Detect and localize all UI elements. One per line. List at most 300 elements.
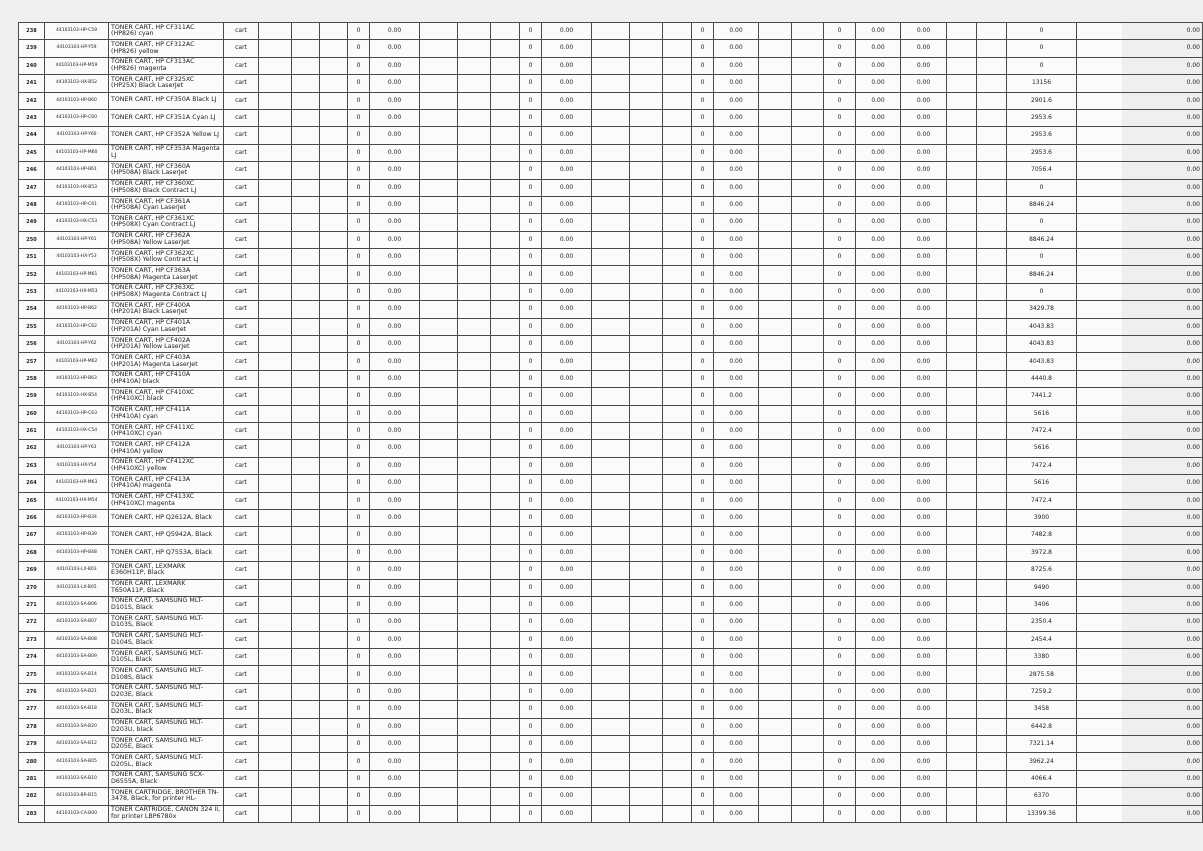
total-amount: 0.00: [1077, 144, 1203, 161]
qty-cell: 0: [520, 196, 542, 213]
empty-cell: [259, 788, 292, 805]
qty-cell: 0: [348, 596, 370, 613]
unit-price: 3972.8: [1007, 544, 1077, 561]
empty-cell: [759, 492, 792, 509]
amount-cell: 0.00: [370, 753, 420, 770]
empty-cell: [759, 40, 792, 57]
empty-cell: [458, 614, 491, 631]
empty-cell: [458, 336, 491, 353]
item-code: 44103103-HP-C61: [45, 196, 109, 213]
empty-cell: [292, 57, 320, 74]
table-row: [19, 214, 1203, 231]
empty-cell: [630, 196, 663, 213]
table-row: [19, 631, 1203, 648]
amount-cell: 0.00: [714, 162, 759, 179]
empty-cell: [292, 388, 320, 405]
empty-cell: [630, 23, 663, 40]
amount-cell: 0.00: [370, 614, 420, 631]
row-number: 243: [19, 109, 45, 126]
empty-cell: [420, 40, 458, 57]
empty-cell: [663, 683, 692, 700]
empty-cell: [259, 266, 292, 283]
empty-cell: [458, 562, 491, 579]
amount-cell: 0.00: [856, 596, 901, 613]
amount-cell: 0.00: [370, 196, 420, 213]
table-row: [19, 370, 1203, 387]
empty-cell: [292, 649, 320, 666]
empty-cell: [292, 544, 320, 561]
empty-cell: [630, 631, 663, 648]
amount-cell: 0.00: [901, 336, 947, 353]
empty-cell: [792, 127, 824, 144]
empty-cell: [977, 805, 1007, 822]
qty-cell: 0: [348, 127, 370, 144]
empty-cell: [947, 109, 977, 126]
empty-cell: [759, 57, 792, 74]
qty-cell: 0: [692, 683, 714, 700]
empty-cell: [458, 649, 491, 666]
empty-cell: [792, 370, 824, 387]
empty-cell: [259, 579, 292, 596]
qty-cell: 0: [348, 40, 370, 57]
qty-cell: 0: [824, 527, 856, 544]
empty-cell: [592, 40, 630, 57]
empty-cell: [420, 440, 458, 457]
empty-cell: [420, 196, 458, 213]
empty-cell: [977, 562, 1007, 579]
total-amount: 0.00: [1077, 422, 1203, 439]
qty-cell: 0: [692, 509, 714, 526]
qty-cell: 0: [520, 440, 542, 457]
amount-cell: 0.00: [370, 475, 420, 492]
total-amount: 0.00: [1077, 666, 1203, 683]
amount-cell: 0.00: [901, 370, 947, 387]
empty-cell: [292, 596, 320, 613]
item-description: TONER CART, HP CF350A Black LJ: [109, 92, 224, 109]
qty-cell: 0: [348, 301, 370, 318]
qty-cell: 0: [824, 179, 856, 196]
empty-cell: [630, 440, 663, 457]
amount-cell: 0.00: [714, 718, 759, 735]
unit-cell: cart: [224, 509, 259, 526]
item-description: TONER CART, HP CF360A (HP508A) Black LaserJet: [109, 162, 224, 179]
qty-cell: 0: [520, 701, 542, 718]
empty-cell: [458, 23, 491, 40]
empty-cell: [792, 457, 824, 474]
empty-cell: [259, 649, 292, 666]
amount-cell: 0.00: [856, 753, 901, 770]
empty-cell: [947, 57, 977, 74]
empty-cell: [458, 57, 491, 74]
amount-cell: 0.00: [714, 492, 759, 509]
empty-cell: [977, 23, 1007, 40]
empty-cell: [320, 301, 348, 318]
empty-cell: [420, 579, 458, 596]
amount-cell: 0.00: [714, 405, 759, 422]
amount-cell: 0.00: [714, 527, 759, 544]
empty-cell: [630, 231, 663, 248]
empty-cell: [977, 544, 1007, 561]
table-row: [19, 127, 1203, 144]
row-number: 276: [19, 683, 45, 700]
empty-cell: [630, 92, 663, 109]
empty-cell: [759, 336, 792, 353]
empty-cell: [491, 631, 520, 648]
empty-cell: [947, 579, 977, 596]
qty-cell: 0: [520, 301, 542, 318]
table-row: [19, 336, 1203, 353]
table-row: [19, 614, 1203, 631]
empty-cell: [491, 527, 520, 544]
amount-cell: 0.00: [714, 649, 759, 666]
empty-cell: [592, 596, 630, 613]
table-row: [19, 562, 1203, 579]
row-number: 265: [19, 492, 45, 509]
item-description: TONER CART, SAMSUNG MLT-D101S, Black: [109, 596, 224, 613]
total-amount: 0.00: [1077, 283, 1203, 300]
empty-cell: [292, 788, 320, 805]
empty-cell: [663, 162, 692, 179]
row-number: 266: [19, 509, 45, 526]
item-description: TONER CART, HP CF361A (HP508A) Cyan LaserJet: [109, 196, 224, 213]
empty-cell: [977, 666, 1007, 683]
empty-cell: [491, 701, 520, 718]
item-description: TONER CART, HP CF412A (HP410A) yellow: [109, 440, 224, 457]
empty-cell: [759, 631, 792, 648]
empty-cell: [663, 475, 692, 492]
empty-cell: [420, 527, 458, 544]
amount-cell: 0.00: [856, 249, 901, 266]
amount-cell: 0.00: [370, 388, 420, 405]
row-number: 254: [19, 301, 45, 318]
unit-cell: cart: [224, 214, 259, 231]
amount-cell: 0.00: [901, 509, 947, 526]
empty-cell: [759, 109, 792, 126]
empty-cell: [320, 457, 348, 474]
item-description: TONER CART, HP CF411XC (HP410XC) cyan: [109, 422, 224, 439]
amount-cell: 0.00: [542, 388, 592, 405]
amount-cell: 0.00: [856, 631, 901, 648]
table-row: [19, 770, 1203, 787]
qty-cell: 0: [520, 266, 542, 283]
qty-cell: 0: [348, 666, 370, 683]
amount-cell: 0.00: [856, 405, 901, 422]
empty-cell: [977, 336, 1007, 353]
item-code: 44103103-HP-B60: [45, 92, 109, 109]
empty-cell: [947, 683, 977, 700]
unit-price: 3458: [1007, 701, 1077, 718]
empty-cell: [420, 701, 458, 718]
empty-cell: [663, 631, 692, 648]
total-amount: 0.00: [1077, 127, 1203, 144]
qty-cell: 0: [692, 353, 714, 370]
amount-cell: 0.00: [542, 475, 592, 492]
amount-cell: 0.00: [901, 301, 947, 318]
amount-cell: 0.00: [542, 127, 592, 144]
empty-cell: [320, 109, 348, 126]
table-row: [19, 283, 1203, 300]
qty-cell: 0: [824, 23, 856, 40]
unit-cell: cart: [224, 492, 259, 509]
empty-cell: [630, 318, 663, 335]
empty-cell: [977, 109, 1007, 126]
empty-cell: [792, 509, 824, 526]
qty-cell: 0: [348, 388, 370, 405]
empty-cell: [630, 475, 663, 492]
empty-cell: [491, 666, 520, 683]
row-number: 264: [19, 475, 45, 492]
empty-cell: [458, 718, 491, 735]
empty-cell: [458, 92, 491, 109]
amount-cell: 0.00: [370, 579, 420, 596]
empty-cell: [491, 405, 520, 422]
amount-cell: 0.00: [714, 683, 759, 700]
total-amount: 0.00: [1077, 23, 1203, 40]
item-description: TONER CART, HP CF363XC (HP508X) Magenta Contract LJ: [109, 283, 224, 300]
amount-cell: 0.00: [542, 579, 592, 596]
amount-cell: 0.00: [856, 57, 901, 74]
qty-cell: 0: [824, 562, 856, 579]
empty-cell: [292, 179, 320, 196]
qty-cell: 0: [824, 318, 856, 335]
empty-cell: [759, 614, 792, 631]
amount-cell: 0.00: [856, 353, 901, 370]
amount-cell: 0.00: [714, 753, 759, 770]
item-code: 44103103-HP-B62: [45, 301, 109, 318]
item-description: TONER CART, HP CF413XC (HP410XC) magenta: [109, 492, 224, 509]
qty-cell: 0: [520, 422, 542, 439]
empty-cell: [759, 701, 792, 718]
empty-cell: [663, 40, 692, 57]
amount-cell: 0.00: [856, 214, 901, 231]
qty-cell: 0: [692, 318, 714, 335]
empty-cell: [630, 788, 663, 805]
qty-cell: 0: [348, 370, 370, 387]
item-description: TONER CART, SAMSUNG MLT-D203E, Black: [109, 683, 224, 700]
empty-cell: [458, 388, 491, 405]
empty-cell: [420, 666, 458, 683]
empty-cell: [592, 683, 630, 700]
qty-cell: 0: [520, 179, 542, 196]
row-number: 263: [19, 457, 45, 474]
empty-cell: [630, 701, 663, 718]
empty-cell: [792, 249, 824, 266]
empty-cell: [663, 805, 692, 822]
empty-cell: [458, 666, 491, 683]
empty-cell: [792, 562, 824, 579]
empty-cell: [292, 405, 320, 422]
unit-price: 7472.4: [1007, 492, 1077, 509]
amount-cell: 0.00: [901, 179, 947, 196]
empty-cell: [592, 214, 630, 231]
amount-cell: 0.00: [901, 596, 947, 613]
amount-cell: 0.00: [856, 509, 901, 526]
unit-cell: cart: [224, 283, 259, 300]
qty-cell: 0: [692, 718, 714, 735]
amount-cell: 0.00: [370, 422, 420, 439]
amount-cell: 0.00: [901, 57, 947, 74]
amount-cell: 0.00: [370, 405, 420, 422]
item-description: TONER CART, HP CF361XC (HP508X) Cyan Contract LJ: [109, 214, 224, 231]
amount-cell: 0.00: [542, 562, 592, 579]
unit-cell: cart: [224, 422, 259, 439]
table-row: [19, 475, 1203, 492]
qty-cell: 0: [520, 231, 542, 248]
amount-cell: 0.00: [901, 701, 947, 718]
empty-cell: [663, 179, 692, 196]
unit-cell: cart: [224, 109, 259, 126]
amount-cell: 0.00: [901, 23, 947, 40]
item-code: 44103103-HP-Y61: [45, 231, 109, 248]
empty-cell: [458, 162, 491, 179]
table-row: [19, 405, 1203, 422]
empty-cell: [320, 370, 348, 387]
item-description: TONER CART, HP CF413A (HP410A) magenta: [109, 475, 224, 492]
table-row: [19, 457, 1203, 474]
empty-cell: [630, 57, 663, 74]
empty-cell: [977, 527, 1007, 544]
qty-cell: 0: [348, 353, 370, 370]
empty-cell: [420, 144, 458, 161]
amount-cell: 0.00: [856, 683, 901, 700]
qty-cell: 0: [348, 231, 370, 248]
empty-cell: [491, 57, 520, 74]
empty-cell: [458, 770, 491, 787]
qty-cell: 0: [520, 214, 542, 231]
qty-cell: 0: [520, 475, 542, 492]
item-description: TONER CART, HP CF325XC (HP25X) Black LaserJet: [109, 75, 224, 92]
empty-cell: [759, 805, 792, 822]
amount-cell: 0.00: [901, 631, 947, 648]
empty-cell: [259, 736, 292, 753]
empty-cell: [947, 509, 977, 526]
qty-cell: 0: [348, 162, 370, 179]
empty-cell: [630, 683, 663, 700]
qty-cell: 0: [824, 405, 856, 422]
item-code: 44103103-HP-Y60: [45, 127, 109, 144]
empty-cell: [792, 231, 824, 248]
empty-cell: [592, 457, 630, 474]
qty-cell: 0: [692, 179, 714, 196]
qty-cell: 0: [348, 75, 370, 92]
qty-cell: 0: [692, 109, 714, 126]
amount-cell: 0.00: [856, 75, 901, 92]
empty-cell: [491, 422, 520, 439]
unit-price: 0: [1007, 57, 1077, 74]
unit-cell: cart: [224, 736, 259, 753]
amount-cell: 0.00: [714, 318, 759, 335]
empty-cell: [630, 753, 663, 770]
item-description: TONER CART, HP CF410XC (HP410XC) black: [109, 388, 224, 405]
empty-cell: [592, 753, 630, 770]
total-amount: 0.00: [1077, 231, 1203, 248]
amount-cell: 0.00: [901, 249, 947, 266]
row-number: 267: [19, 527, 45, 544]
supply-table: [18, 22, 1203, 823]
empty-cell: [320, 753, 348, 770]
table-row: [19, 527, 1203, 544]
empty-cell: [491, 562, 520, 579]
empty-cell: [592, 249, 630, 266]
empty-cell: [491, 318, 520, 335]
row-number: 262: [19, 440, 45, 457]
empty-cell: [630, 666, 663, 683]
empty-cell: [292, 336, 320, 353]
amount-cell: 0.00: [714, 788, 759, 805]
empty-cell: [292, 440, 320, 457]
row-number: 259: [19, 388, 45, 405]
amount-cell: 0.00: [714, 283, 759, 300]
empty-cell: [630, 596, 663, 613]
amount-cell: 0.00: [856, 92, 901, 109]
empty-cell: [759, 144, 792, 161]
amount-cell: 0.00: [901, 718, 947, 735]
unit-cell: cart: [224, 440, 259, 457]
amount-cell: 0.00: [714, 214, 759, 231]
unit-cell: cart: [224, 562, 259, 579]
qty-cell: 0: [348, 509, 370, 526]
empty-cell: [491, 266, 520, 283]
amount-cell: 0.00: [856, 788, 901, 805]
unit-cell: cart: [224, 527, 259, 544]
qty-cell: 0: [692, 196, 714, 213]
empty-cell: [977, 388, 1007, 405]
item-description: TONER CART, HP CF363A (HP508A) Magenta LaserJet: [109, 266, 224, 283]
amount-cell: 0.00: [542, 649, 592, 666]
empty-cell: [759, 422, 792, 439]
qty-cell: 0: [520, 753, 542, 770]
qty-cell: 0: [824, 805, 856, 822]
empty-cell: [292, 475, 320, 492]
empty-cell: [630, 492, 663, 509]
empty-cell: [292, 631, 320, 648]
empty-cell: [792, 162, 824, 179]
empty-cell: [491, 388, 520, 405]
amount-cell: 0.00: [901, 127, 947, 144]
qty-cell: 0: [520, 336, 542, 353]
unit-price: 4440.8: [1007, 370, 1077, 387]
empty-cell: [663, 388, 692, 405]
empty-cell: [792, 40, 824, 57]
total-amount: 0.00: [1077, 196, 1203, 213]
table-row: [19, 388, 1203, 405]
empty-cell: [592, 579, 630, 596]
amount-cell: 0.00: [901, 770, 947, 787]
qty-cell: 0: [348, 788, 370, 805]
amount-cell: 0.00: [370, 301, 420, 318]
empty-cell: [292, 805, 320, 822]
unit-price: 3380: [1007, 649, 1077, 666]
amount-cell: 0.00: [714, 562, 759, 579]
item-description: TONER CART, SAMSUNG MLT-D108S, Black: [109, 666, 224, 683]
empty-cell: [947, 440, 977, 457]
empty-cell: [259, 683, 292, 700]
empty-cell: [320, 718, 348, 735]
empty-cell: [759, 23, 792, 40]
item-code: 44103103-HP-C63: [45, 405, 109, 422]
qty-cell: 0: [520, 92, 542, 109]
item-code: 44103103-SA-B08: [45, 631, 109, 648]
empty-cell: [977, 318, 1007, 335]
amount-cell: 0.00: [370, 509, 420, 526]
row-number: 278: [19, 718, 45, 735]
unit-cell: cart: [224, 301, 259, 318]
amount-cell: 0.00: [370, 788, 420, 805]
empty-cell: [259, 92, 292, 109]
empty-cell: [663, 736, 692, 753]
qty-cell: 0: [520, 57, 542, 74]
amount-cell: 0.00: [542, 301, 592, 318]
